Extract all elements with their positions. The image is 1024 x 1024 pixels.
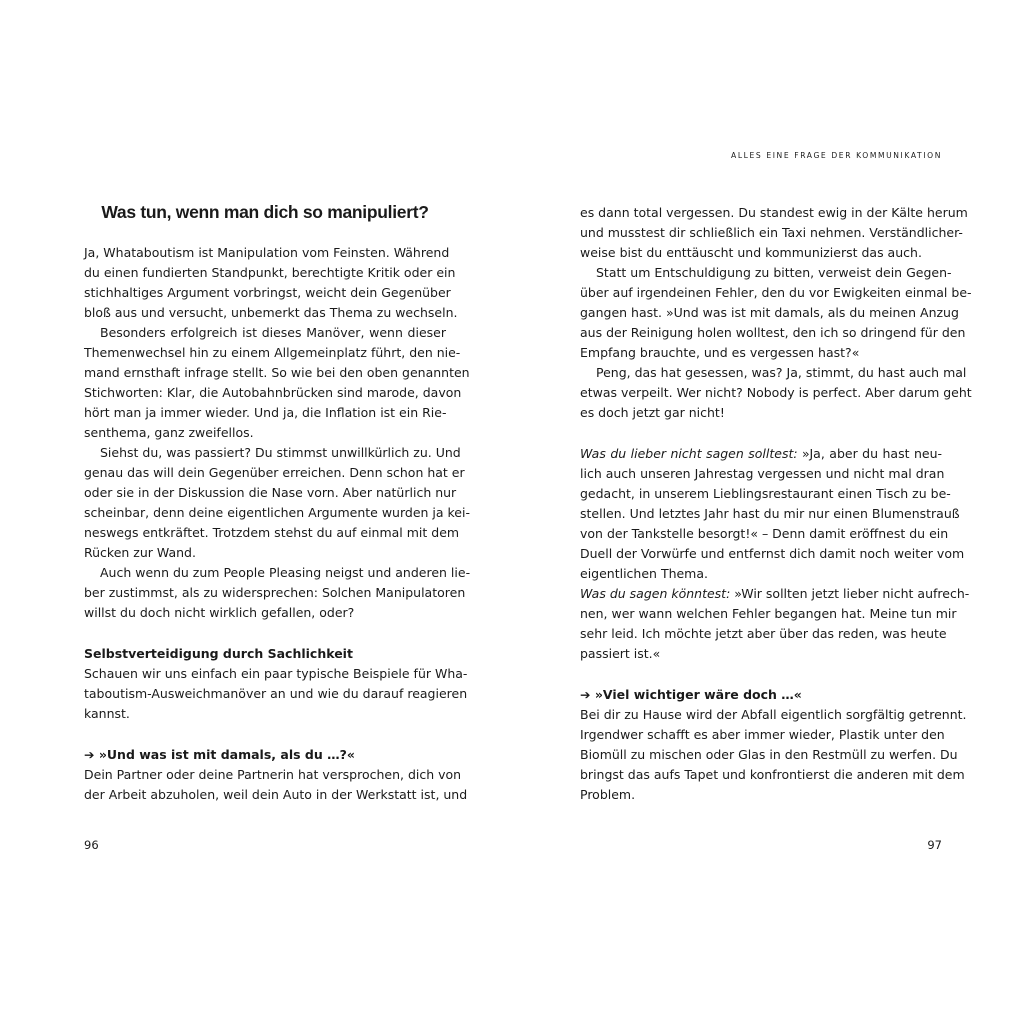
body-line: Auch wenn du zum People Pleasing neigst und anderen lie-	[100, 565, 471, 580]
body-line: stellen. Und letztes Jahr hast du mir nur einen Blumenstrauß	[580, 506, 960, 521]
body-line: sehr leid. Ich möchte jetzt aber über das reden, was heute	[580, 626, 947, 641]
example-heading-damals: ➔ »Und was ist mit damals, als du …?«	[84, 747, 355, 762]
label-sagen-koenntest: Was du sagen könntest:	[580, 586, 731, 601]
body-line: oder sie in der Diskussion die Nase vorn. Aber natürlich nur	[84, 485, 457, 500]
body-line: Besonders erfolgreich ist dieses Manöver, wenn dieser	[100, 325, 446, 340]
body-line: bringst das aufs Tapet und konfrontierst die anderen mit dem	[580, 767, 965, 782]
body-line: weise bist du enttäuscht und kommunizierst das auch.	[580, 245, 922, 260]
body-line: neswegs entkräftet. Trotzdem stehst du auf einmal mit dem	[84, 525, 460, 540]
body-line: senthema, ganz zweifellos.	[84, 425, 254, 440]
body-line: genau das will dein Gegenüber erreichen. Denn schon hat er	[84, 465, 465, 480]
body-line: Peng, das hat gesessen, was? Ja, stimmt, du hast auch mal	[596, 365, 967, 380]
body-line: taboutism-Ausweichmanöver an und wie du darauf reagieren	[84, 686, 468, 701]
body-line: bloß aus und versucht, unbemerkt das Thema zu wechseln.	[84, 305, 458, 320]
body-line: Rücken zur Wand.	[84, 545, 196, 560]
body-line: aus der Reinigung holen wolltest, den ich so dringend für den	[580, 325, 966, 340]
body-line-mixed	[580, 444, 942, 464]
body-line: der Arbeit abzuholen, weil dein Auto in der Werkstatt ist, und	[84, 787, 468, 802]
page-number: 97	[927, 838, 942, 852]
body-line: gangen hast. »Und was ist mit damals, als du meinen Anzug	[580, 305, 959, 320]
body-line: etwas verpeilt. Wer nicht? Nobody is perfect. Aber darum geht	[580, 385, 972, 400]
body-line: Themenwechsel hin zu einem Allgemeinplatz führt, den nie-	[84, 345, 461, 360]
body-line: kannst.	[84, 706, 130, 721]
body-line: Problem.	[580, 787, 636, 802]
body-line: Bei dir zu Hause wird der Abfall eigentlich sorgfältig getrennt.	[580, 707, 967, 722]
body-line: lich auch unseren Jahrestag vergessen und nicht mal dran	[580, 466, 945, 481]
body-line: willst du doch nicht wirklich gefallen, oder?	[84, 605, 355, 620]
body-line: ber zustimmst, als zu widersprechen: Solchen Manipulatoren	[84, 585, 466, 600]
example-heading-wichtiger: ➔ »Viel wichtiger wäre doch …«	[580, 687, 802, 702]
label-lieber-nicht: Was du lieber nicht sagen solltest:	[580, 446, 798, 461]
body-line: Siehst du, was passiert? Du stimmst unwillkürlich zu. Und	[100, 445, 461, 460]
body-line: Dein Partner oder deine Partnerin hat versprochen, dich von	[84, 767, 462, 782]
section-heading: Was tun, wenn man dich so manipuliert?	[101, 202, 429, 222]
quote-start: »Ja, aber du hast neu-	[797, 446, 943, 461]
body-line: Ja, Whataboutism ist Manipulation vom Feinsten. Während	[84, 245, 450, 260]
body-line: und musstest dir schließlich ein Taxi nehmen. Verständlicher-	[580, 225, 963, 240]
body-line: stichhaltiges Argument vorbringst, weicht dein Gegenüber	[84, 285, 451, 300]
body-line: eigentlichen Thema.	[580, 566, 708, 581]
body-line: nen, wer wann welchen Fehler begangen hat. Meine tun mir	[580, 606, 957, 621]
body-line: gedacht, in unserem Lieblingsrestaurant einen Tisch zu be-	[580, 486, 951, 501]
body-line: von der Tankstelle besorgt!« – Denn damit eröffnest du ein	[580, 526, 949, 541]
body-line: du einen fundierten Standpunkt, berechtigte Kritik oder ein	[84, 265, 456, 280]
subheading-sachlichkeit: Selbstverteidigung durch Sachlichkeit	[84, 646, 353, 661]
body-line: Empfang brauchte, und es vergessen hast?«	[580, 345, 860, 360]
body-line: Statt um Entschuldigung zu bitten, verweist dein Gegen-	[596, 265, 952, 280]
quote-start: »Wir sollten jetzt lieber nicht aufrech-	[730, 586, 970, 601]
body-line: Stichworten: Klar, die Autobahnbrücken sind marode, davon	[84, 385, 462, 400]
body-line: Schauen wir uns einfach ein paar typische Beispiele für Wha-	[84, 666, 468, 681]
body-line: über auf irgendeinen Fehler, den du vor Ewigkeiten einmal be-	[580, 285, 972, 300]
body-line: hört man ja immer wieder. Und ja, die Inflation ist ein Rie-	[84, 405, 447, 420]
body-line: Duell der Vorwürfe und entfernst dich damit noch weiter vom	[580, 546, 965, 561]
body-line: Irgendwer schafft es aber immer wieder, Plastik unter den	[580, 727, 945, 742]
body-line: mand ernsthaft infrage stellt. So wie bei den oben genannten	[84, 365, 470, 380]
body-line: Biomüll zu mischen oder Glas in den Restmüll zu werfen. Du	[580, 747, 958, 762]
body-line-mixed	[580, 584, 970, 604]
running-head: ALLES EINE FRAGE DER KOMMUNIKATION	[731, 151, 942, 160]
body-line: passiert ist.«	[580, 646, 661, 661]
page-number: 96	[84, 838, 99, 852]
body-line: es doch jetzt gar nicht!	[580, 405, 725, 420]
body-line: scheinbar, denn deine eigentlichen Argumente wurden ja kei-	[84, 505, 470, 520]
body-line: es dann total vergessen. Du standest ewig in der Kälte herum	[580, 205, 968, 220]
